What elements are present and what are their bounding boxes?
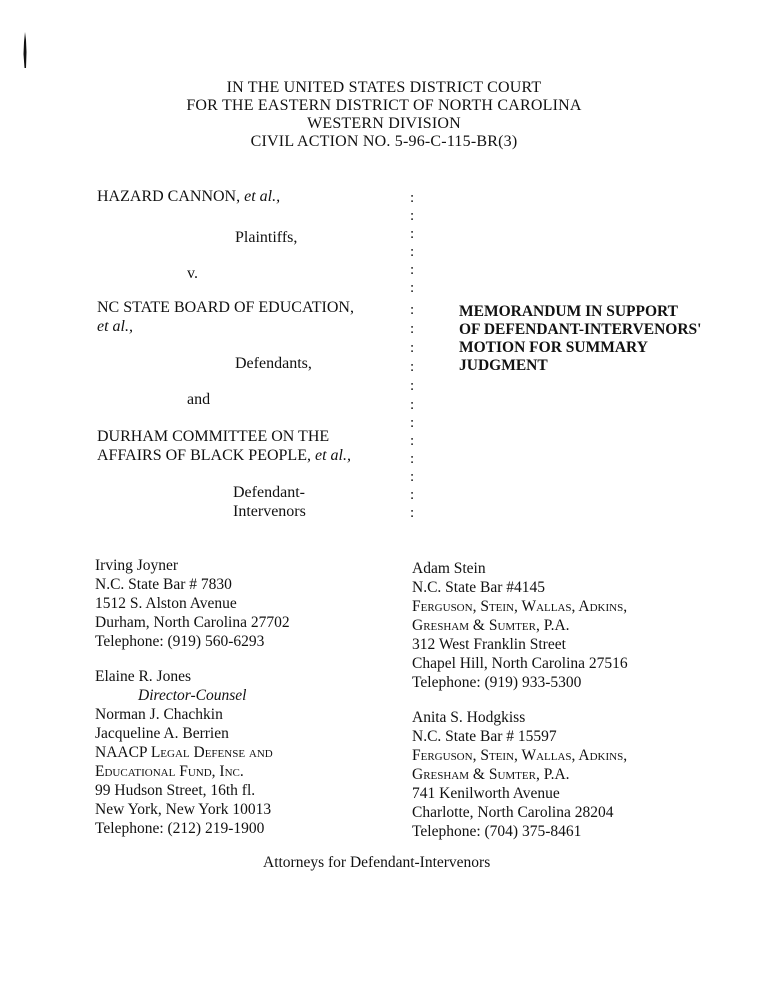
firm-phone: Telephone: (212) 219-1900 [95,820,265,837]
separator: : [410,469,415,485]
court-header-line1: IN THE UNITED STATES DISTRICT COURT [226,79,542,96]
attorney-address: Durham, North Carolina 27702 [95,614,290,631]
firm-name: Gresham & Sumter, P.A. [412,617,570,634]
separator: : [410,340,415,356]
document-title-line2: OF DEFENDANT-INTERVENORS' [459,321,702,338]
defendants-label: Defendants, [235,355,312,372]
separator: : [410,226,415,242]
firm-address: Chapel Hill, North Carolina 27516 [412,655,628,672]
separator: : [410,451,415,467]
document-title-line1: MEMORANDUM IN SUPPORT [459,303,679,320]
defendant-name: NC STATE BOARD OF EDUCATION, [97,299,354,316]
defendant-etal: et al., [97,318,133,335]
separator: : [410,190,415,206]
intervenors-label-line2: Intervenors [233,503,306,520]
attorney-name: Adam Stein [412,560,486,577]
separator: : [410,244,415,260]
firm-name: Ferguson, Stein, Wallas, Adkins, [412,598,628,615]
separator: : [410,208,415,224]
separator: : [410,280,415,296]
attorney-phone: Telephone: (919) 933-5300 [412,674,582,691]
attorneys-for-label: Attorneys for Defendant-Intervenors [263,854,491,871]
court-header-line3: WESTERN DIVISION [307,115,461,132]
separator: : [410,359,415,375]
firm-name: Ferguson, Stein, Wallas, Adkins, [412,747,628,764]
firm-address: 741 Kenilworth Avenue [412,785,560,802]
separator: : [410,397,415,413]
attorney-name: Elaine R. Jones [95,668,191,685]
separator: : [410,262,415,278]
attorney-address: 1512 S. Alston Avenue [95,595,237,612]
attorney-phone: Telephone: (704) 375-8461 [412,823,582,840]
intervenor-name-line2: AFFAIRS OF BLACK PEOPLE, et al., [97,447,351,464]
attorney-bar-number: N.C. State Bar #4145 [412,579,546,596]
attorney-name: Irving Joyner [95,557,179,574]
separator: : [410,433,415,449]
intervenor-name-line1: DURHAM COMMITTEE ON THE [97,428,330,445]
firm-address: New York, New York 10013 [95,801,272,818]
attorney-name: Norman J. Chachkin [95,706,223,723]
document-title-line3: MOTION FOR SUMMARY [459,339,648,356]
scan-mark [22,32,28,68]
attorney-name: Anita S. Hodgkiss [412,709,526,726]
separator: : [410,378,415,394]
attorney-title: Director-Counsel [138,687,247,704]
separator: : [410,302,415,318]
court-header-line2: FOR THE EASTERN DISTRICT OF NORTH CAROLINA [186,97,582,114]
attorney-name: Jacqueline A. Berrien [95,725,229,742]
firm-address: 99 Hudson Street, 16th fl. [95,782,256,799]
and-label: and [187,391,211,408]
attorney-phone: Telephone: (919) 560-6293 [95,633,265,650]
plaintiffs-label: Plaintiffs, [235,229,298,246]
separator: : [410,415,415,431]
separator: : [410,487,415,503]
firm-name: NAACP Legal Defense and [95,744,273,761]
firm-address: Charlotte, North Carolina 28204 [412,804,614,821]
firm-address: 312 West Franklin Street [412,636,566,653]
intervenors-label-line1: Defendant- [233,484,305,501]
separator: : [410,505,415,521]
civil-action-number: CIVIL ACTION NO. 5-96-C-115-BR(3) [250,133,518,150]
attorney-bar-number: N.C. State Bar # 7830 [95,576,232,593]
separator: : [410,321,415,337]
plaintiff-name: HAZARD CANNON, et al., [97,188,281,205]
versus: v. [187,265,198,282]
firm-name: Gresham & Sumter, P.A. [412,766,570,783]
firm-name: Educational Fund, Inc. [95,763,244,780]
document-title-line4: JUDGMENT [459,357,548,374]
attorney-bar-number: N.C. State Bar # 15597 [412,728,557,745]
